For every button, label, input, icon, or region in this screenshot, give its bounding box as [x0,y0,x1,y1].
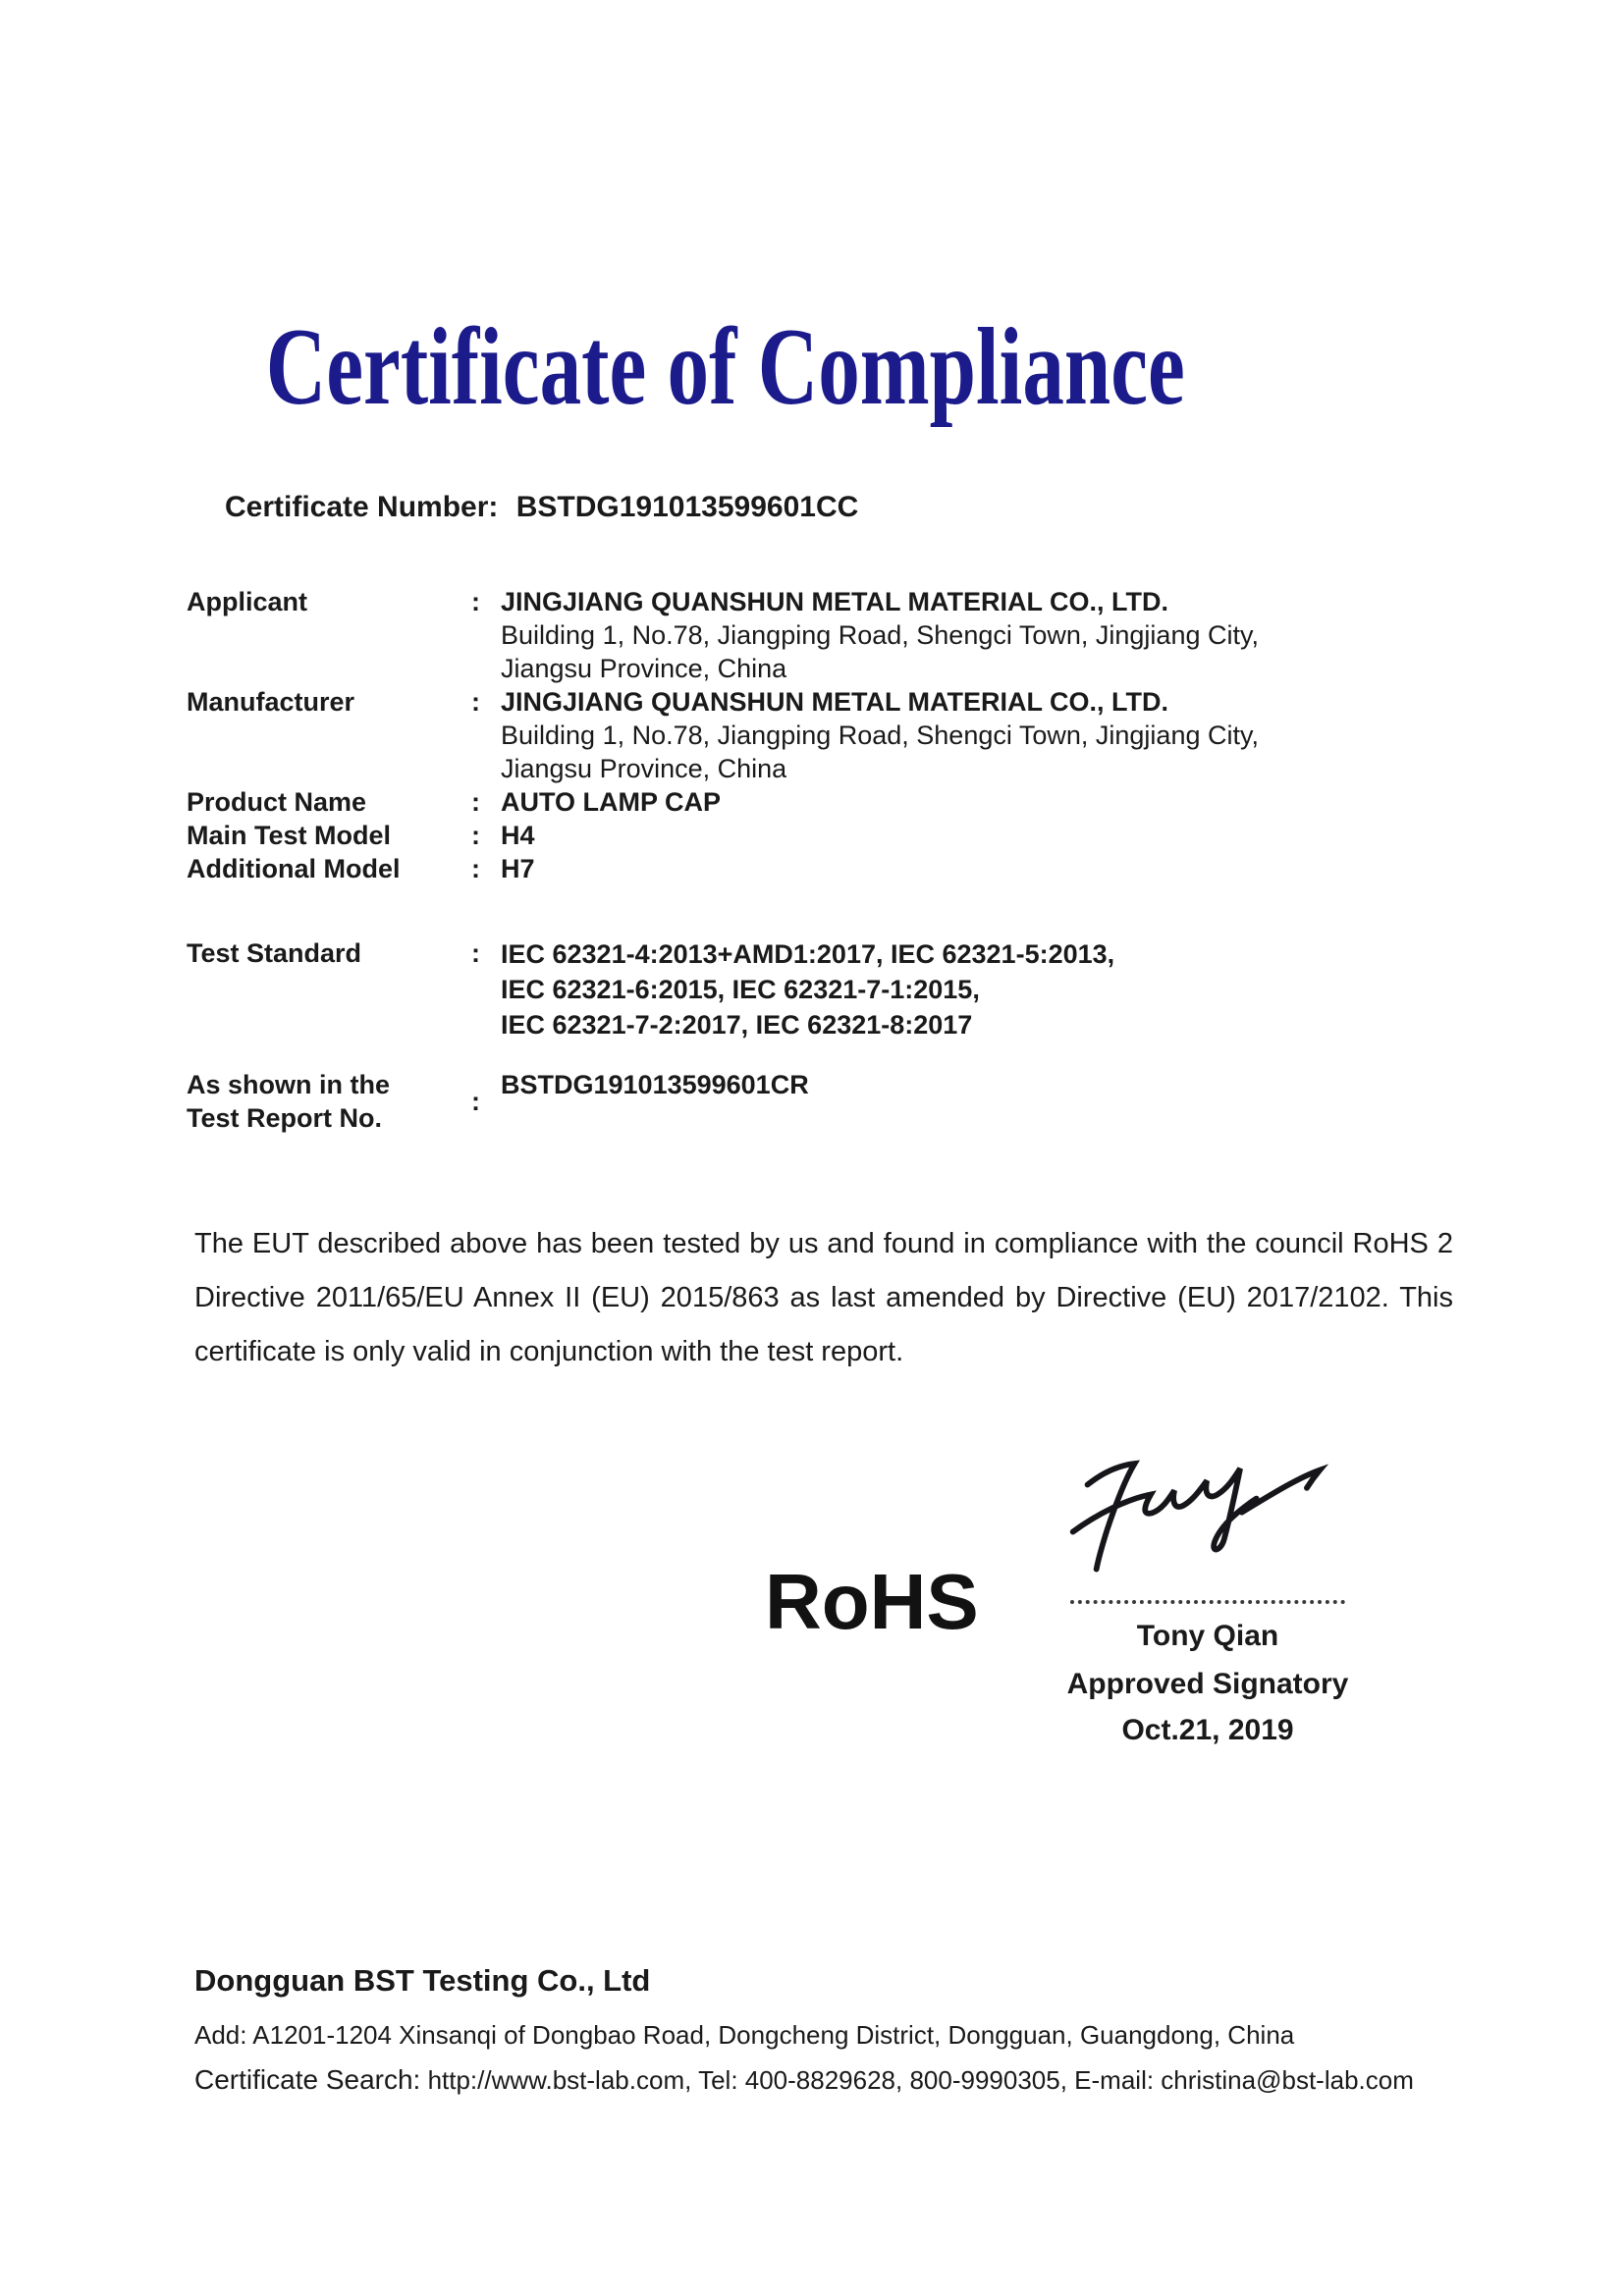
product-name-colon: : [471,787,480,817]
field-row-test-report [187,1068,1542,1135]
field-row-test-standard [187,936,1542,1042]
manufacturer-company: JINGJIANG QUANSHUN METAL MATERIAL CO., LTD. [501,687,1169,717]
additional-model-value: H7 [501,854,535,883]
certificate-search-label: Certificate Search: [194,2064,421,2095]
compliance-statement: The EUT described above has been tested by us and found in compliance with the council RoHS 2 Directive 2011/65/EU Annex II (EU) 2015/863 as last amended by Directive (EU) 2017/2102. This certificate is only valid in conjunction with the test report. [194,1228,1453,1367]
manufacturer-value [501,685,1542,785]
applicant-address-line-1: Building 1, No.78, Jiangping Road, Shengci Town, Jingjiang City, [501,620,1259,650]
lab-address: Add: A1201-1204 Xinsanqi of Dongbao Road, Dongcheng District, Dongguan, Guangdong, China [194,2020,1295,2050]
signature-dotted-line [1070,1600,1345,1604]
certificate-fields [187,585,1542,1135]
test-standard-line-3: IEC 62321-7-2:2017, IEC 62321-8:2017 [501,1010,973,1040]
additional-model-label: Additional Model [187,854,401,883]
manufacturer-address-line-1: Building 1, No.78, Jiangping Road, Shengci Town, Jingjiang City, [501,721,1259,750]
signature-icon [1036,1421,1380,1600]
test-standard-value [501,936,1542,1042]
applicant-colon: : [471,587,480,616]
signatory-role: Approved Signatory [1066,1668,1349,1700]
certificate-number-line [225,491,858,524]
certificate-search-value: http://www.bst-lab.com, Tel: 400-8829628, 800-9990305, E-mail: christina@bst-lab.com [427,2065,1414,2095]
main-test-model-label: Main Test Model [187,821,392,850]
test-standard-colon: : [471,938,480,968]
field-row-additional-model [187,852,1542,885]
manufacturer-colon: : [471,687,480,717]
certificate-search-line [194,2064,1414,2096]
certificate-title [0,306,1538,428]
field-row-main-test-model [187,819,1542,852]
field-row-product-name [187,785,1542,819]
signature-date: Oct.21, 2019 [1121,1714,1294,1746]
applicant-label: Applicant [187,587,308,616]
test-standard-line-2: IEC 62321-6:2015, IEC 62321-7-1:2015, [501,975,980,1004]
test-report-label-line-2: Test Report No. [187,1103,383,1133]
test-report-label [187,1068,471,1135]
test-standard-line-1: IEC 62321-4:2013+AMD1:2017, IEC 62321-5:2013, [501,939,1115,969]
certificate-number-value: BSTDG191013599601CC [515,491,859,523]
test-report-value: BSTDG191013599601CR [501,1070,809,1099]
main-test-model-colon: : [471,821,480,850]
main-test-model-value: H4 [501,821,535,850]
certificate-number-label: Certificate Number: [225,491,499,523]
manufacturer-address-line-2: Jiangsu Province, China [501,754,787,783]
product-name-value: AUTO LAMP CAP [501,787,722,817]
field-row-manufacturer [187,685,1542,785]
signature-block [1031,1421,1384,1747]
lab-company-name: Dongguan BST Testing Co., Ltd [194,1963,651,1998]
certificate-title-text: Certificate of Compliance [266,306,1185,428]
product-name-label: Product Name [187,787,367,817]
manufacturer-label: Manufacturer [187,687,355,717]
field-row-applicant [187,585,1542,685]
test-report-colon: : [471,1087,480,1116]
applicant-company: JINGJIANG QUANSHUN METAL MATERIAL CO., LTD. [501,587,1169,616]
additional-model-colon: : [471,854,480,883]
signatory-name: Tony Qian [1136,1620,1279,1652]
applicant-address-line-2: Jiangsu Province, China [501,654,787,683]
test-standard-label: Test Standard [187,938,362,968]
applicant-value [501,585,1542,685]
test-report-label-line-1: As shown in the [187,1070,391,1099]
rohs-logo: RoHS [765,1558,979,1645]
